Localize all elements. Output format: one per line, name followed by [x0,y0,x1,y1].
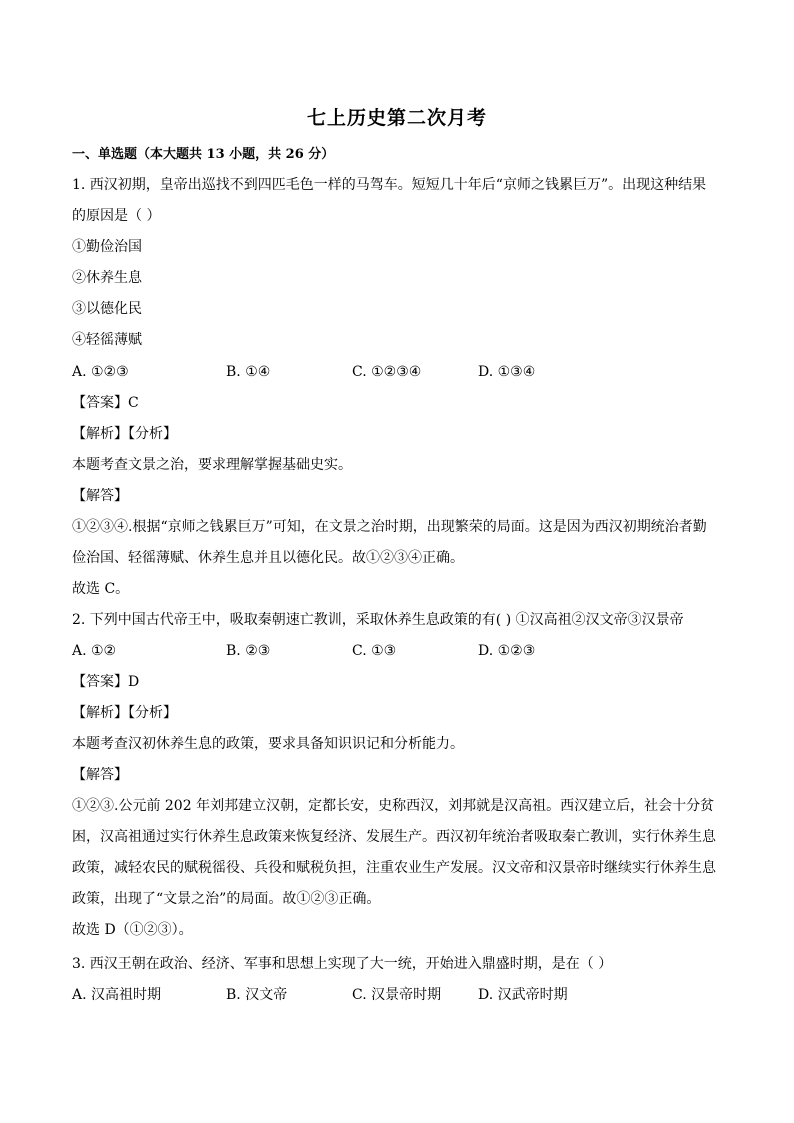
q1-analysis-heading: 【解析】【分析】 [72,426,177,442]
q2-solution-line-3: 政策，减轻农民的赋税徭役、兵役和赋税负担，注重农业生产发展。汉文帝和汉景帝时继续实行休养生息 [72,860,716,876]
q1-answer: 【答案】C [72,395,139,411]
q2-analysis: 本题考查汉初休养生息的政策，要求具备知识识记和分析能力。 [72,736,464,752]
q1-item: ②休养生息 [72,270,142,286]
q3-option-a: A. 汉高祖时期 [72,987,162,1003]
q3-option-d: D. 汉武帝时期 [478,987,568,1003]
page-title: 七上历史第二次月考 [306,107,487,129]
q2-option-d: D. ①②③ [478,643,536,659]
q1-solution-line-1: ①②③④.根据“京师之钱累巨万”可知，在文景之治时期，出现繁荣的局面。这是因为西汉初期统治者勤 [72,519,707,535]
q1-option-a: A. ①②③ [72,364,129,380]
q2-final-choice: 故选 D（①②③）。 [72,922,193,938]
q1-solution-line-2: 俭治国、轻徭薄赋、休养生息并且以德化民。故①②③④正确。 [72,550,464,566]
q1-option-d: D. ①③④ [478,364,536,380]
q1-option-b: B. ①④ [226,364,271,380]
q2-solution-line-4: 政策，出现了“文景之治”的局面。故①②③正确。 [72,891,381,907]
q2-analysis-heading: 【解析】【分析】 [72,705,177,721]
q2-option-a: A. ①② [72,643,117,659]
q1-option-c: C. ①②③④ [352,364,422,380]
q1-item: ①勤俭治国 [72,239,142,255]
q1-solution-heading: 【解答】 [72,488,128,504]
q1-item: ③以德化民 [72,301,142,317]
q2-solution-line-2: 困，汉高祖通过实行休养生息政策来恢复经济、发展生产。西汉初年统治者吸取秦亡教训，实行休养生息 [72,829,716,845]
q2-solution-line-1: ①②③.公元前 202 年刘邦建立汉朝，定都长安，史称西汉，刘邦就是汉高祖。西汉建立后，社会十分贫 [72,798,715,814]
q2-answer: 【答案】D [72,674,140,690]
q1-item: ④轻徭薄赋 [72,332,142,348]
q1-stem-line-1: 1. 西汉初期，皇帝出巡找不到四匹毛色一样的马驾车。短短几十年后“京师之钱累巨万”。出现这种结果 [72,177,707,193]
q2-stem: 2. 下列中国古代帝王中，吸取秦朝速亡教训，采取休养生息政策的有( ) ①汉高祖②汉文帝③汉景帝 [72,612,684,628]
q3-option-c: C. 汉景帝时期 [352,987,442,1003]
q2-option-b: B. ②③ [226,643,271,659]
section-heading: 一、单选题（本大题共 13 小题，共 26 分） [72,147,335,162]
q2-solution-heading: 【解答】 [72,767,128,783]
q2-option-c: C. ①③ [352,643,397,659]
q3-option-b: B. 汉文帝 [226,987,288,1003]
q1-analysis: 本题考查文景之治，要求理解掌握基础史实。 [72,457,352,473]
q3-stem: 3. 西汉王朝在政治、经济、军事和思想上实现了大一统，开始进入鼎盛时期，是在（ ） [72,956,613,972]
q1-stem-line-2: 的原因是（ ） [72,208,161,224]
q1-final-choice: 故选 C。 [72,581,130,597]
